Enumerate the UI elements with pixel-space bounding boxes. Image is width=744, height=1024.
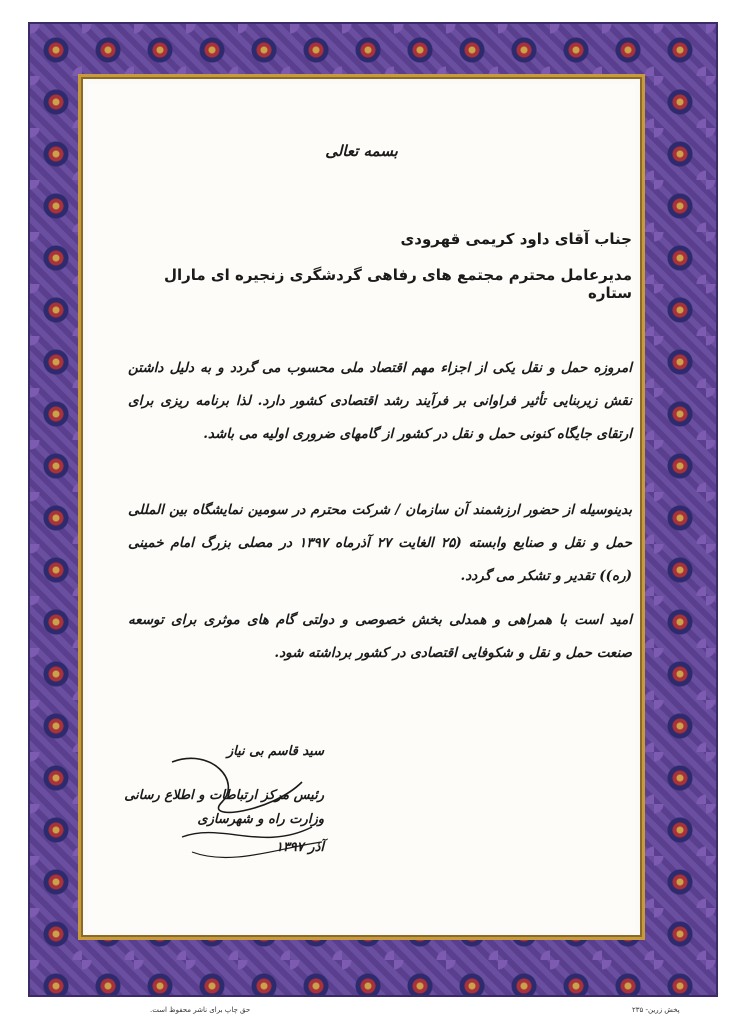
paragraph-1: امروزه حمل و نقل یکی از اجزاء مهم اقتصاد ملی محسوب می گردد و به دلیل داشتن نقش زیربنایی تأثیر فراوانی بر فرآیند رشد اقتصادی کشور دارد. لذا برنامه ریزی برای ارتقای جایگاه کنونی حمل و نقل در کشور از گامهای ضروری اولیه می باشد.: [128, 360, 632, 442]
letter-heading: بسمه تعالی: [325, 142, 398, 160]
paragraph-3: امید است با همراهی و همدلی بخش خصوصی و دولتی گام های موثری برای توسعه صنعت حمل و نقل و شکوفایی اقتصادی در کشور برداشته شود.: [128, 612, 632, 661]
paragraph-2: بدینوسیله از حضور ارزشمند آن سازمان / شرکت محترم در سومین نمایشگاه بین المللی حمل و نقل و صنایع وابسته (۲۵ الغایت ۲۷ آذرماه ۱۳۹۷ در مصلی بزرگ امام خمینی (ره)) تقدیر و تشکر می گردد.: [128, 502, 632, 584]
signatory-position: رئیس مرکز ارتباطات و اطلاع رسانی: [124, 788, 324, 803]
signatory-name: سید قاسم بی نیاز: [226, 744, 324, 759]
addressee-title: مدیرعامل محترم مجتمع های رفاهی گردشگری زنجیره ای مارال ستاره: [163, 266, 632, 302]
signatory-ministry: وزارت راه و شهرسازی: [197, 812, 324, 827]
addressee-name: جناب آقای داود کریمی قهرودی: [400, 230, 632, 248]
footer-publisher: پخش زرین- ۲۳۵: [632, 1006, 680, 1014]
signature-date: آذر ۱۳۹۷: [275, 840, 324, 855]
footer-copyright: حق چاپ برای ناشر محفوظ است.: [150, 1006, 251, 1014]
